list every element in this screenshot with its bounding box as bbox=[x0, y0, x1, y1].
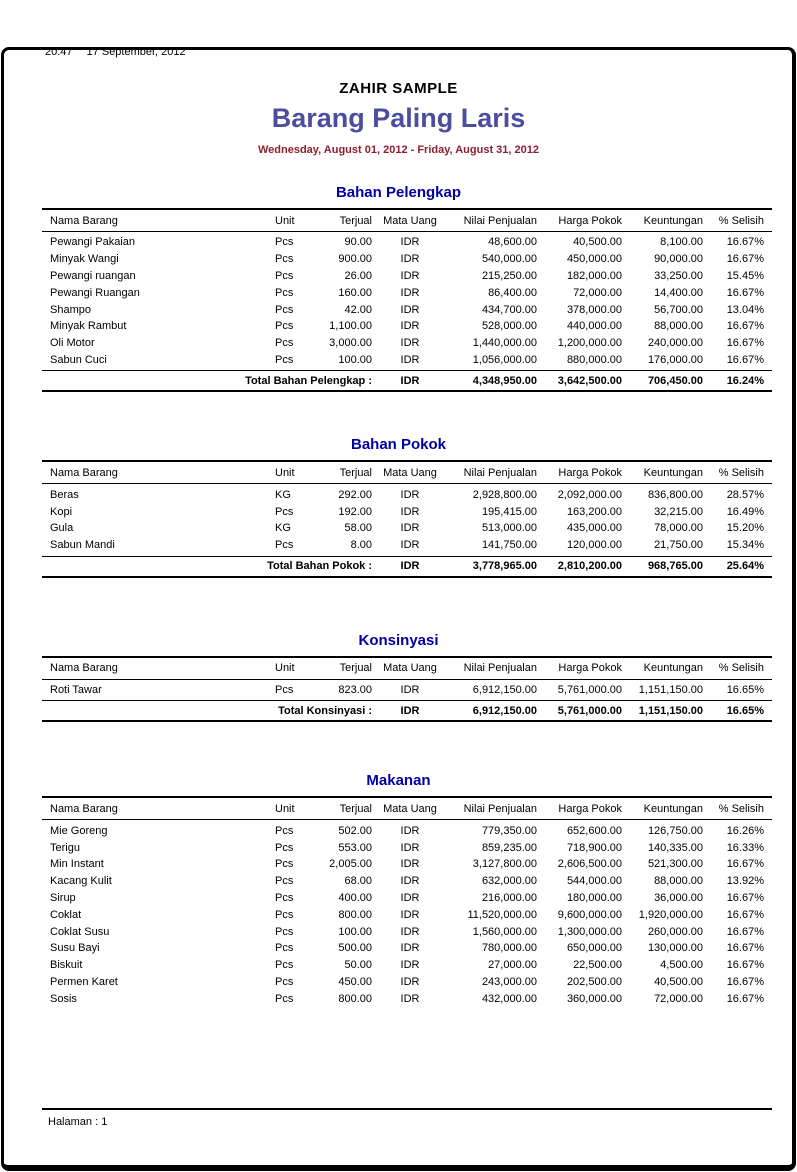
table-cell: Pcs bbox=[275, 253, 294, 266]
table-cell: 900.00 bbox=[338, 253, 372, 266]
table-cell: IDR bbox=[400, 992, 420, 1005]
table-cell: 90,000.00 bbox=[654, 253, 703, 266]
table-row bbox=[42, 251, 772, 268]
table-cell: 13.04% bbox=[726, 303, 764, 316]
table-cell: 859,235.00 bbox=[481, 841, 537, 854]
total-label: Total Konsinyasi : bbox=[278, 704, 372, 717]
table-cell: 880,000.00 bbox=[566, 353, 622, 366]
table-cell: Pcs bbox=[275, 539, 294, 552]
table-cell: IDR bbox=[400, 858, 420, 871]
section-title: Makanan bbox=[366, 772, 431, 790]
table-cell: 27,000.00 bbox=[488, 959, 537, 972]
table-cell: 56,700.00 bbox=[654, 303, 703, 316]
total-harga-pokok: 5,761,000.00 bbox=[557, 704, 622, 717]
header-cell: Harga Pokok bbox=[558, 662, 622, 675]
total-keuntungan: 1,151,150.00 bbox=[638, 704, 703, 717]
table-cell: IDR bbox=[400, 236, 420, 249]
total-nilai-penjualan: 3,778,965.00 bbox=[472, 560, 537, 573]
table-cell: 378,000.00 bbox=[566, 303, 622, 316]
table-cell: 40,500.00 bbox=[573, 236, 622, 249]
table-cell: 500.00 bbox=[338, 942, 372, 955]
section-title: Bahan Pelengkap bbox=[335, 184, 462, 201]
table-cell: 6,912,150.00 bbox=[472, 683, 537, 696]
header-cell: Nilai Penjualan bbox=[463, 802, 537, 815]
header-cell: Mata Uang bbox=[383, 466, 437, 479]
table-cell: 14,400.00 bbox=[654, 286, 703, 299]
table-cell: 435,000.00 bbox=[566, 522, 622, 535]
table-cell: 779,350.00 bbox=[481, 824, 537, 837]
table-cell: 48,600.00 bbox=[488, 236, 537, 249]
print-time: 20:47 bbox=[45, 46, 73, 58]
table-cell: 100.00 bbox=[338, 353, 372, 366]
table-cell: 176,000.00 bbox=[647, 353, 703, 366]
table-cell: Minyak Rambut bbox=[50, 320, 127, 333]
table-cell: 11,520,000.00 bbox=[467, 908, 537, 921]
header-cell: Keuntungan bbox=[643, 466, 703, 479]
table-header-row bbox=[42, 208, 772, 232]
table-cell: 120,000.00 bbox=[566, 539, 622, 552]
table-cell: Shampo bbox=[50, 303, 91, 316]
table-cell: Pcs bbox=[275, 942, 294, 955]
table-cell: Pewangi ruangan bbox=[50, 269, 136, 282]
table-cell: KG bbox=[275, 488, 291, 501]
table-cell: 260,000.00 bbox=[647, 925, 703, 938]
table-cell: 50.00 bbox=[344, 959, 372, 972]
table-cell: IDR bbox=[400, 522, 420, 535]
table-cell: 13.92% bbox=[726, 875, 764, 888]
print-date: 17 September, 2012 bbox=[86, 46, 186, 58]
table-cell: IDR bbox=[400, 269, 420, 282]
table-cell: Pcs bbox=[275, 303, 294, 316]
table-cell: 16.67% bbox=[726, 908, 764, 921]
table-cell: 88,000.00 bbox=[654, 320, 703, 333]
report-date-range: Wednesday, August 01, 2012 - Friday, August 31, 2012 bbox=[257, 144, 539, 156]
table-cell: 182,000.00 bbox=[566, 269, 622, 282]
table-cell: 780,000.00 bbox=[481, 942, 537, 955]
footer-divider bbox=[42, 1108, 772, 1110]
table-cell: 292.00 bbox=[338, 488, 372, 501]
report-title: Barang Paling Laris bbox=[271, 103, 526, 133]
table-cell: 16.33% bbox=[726, 841, 764, 854]
table-cell: IDR bbox=[400, 891, 420, 904]
table-body bbox=[42, 232, 772, 368]
section-bahan-pokok bbox=[0, 436, 797, 577]
table-cell: 528,000.00 bbox=[481, 320, 537, 333]
table-cell: 9,600,000.00 bbox=[557, 908, 622, 921]
table-cell: 360,000.00 bbox=[566, 992, 622, 1005]
table-cell: Pcs bbox=[275, 320, 294, 333]
table-row bbox=[42, 234, 772, 251]
table-total-row bbox=[42, 700, 772, 722]
data-table bbox=[42, 796, 772, 1007]
header-cell: % Selisih bbox=[718, 214, 764, 227]
table-cell: 195,415.00 bbox=[481, 505, 537, 518]
header-cell: Nilai Penjualan bbox=[463, 214, 537, 227]
table-cell: 8.00 bbox=[350, 539, 372, 552]
table-cell: 2,005.00 bbox=[329, 858, 372, 871]
header-cell: Keuntungan bbox=[643, 802, 703, 815]
table-cell: 718,900.00 bbox=[566, 841, 622, 854]
table-row bbox=[42, 335, 772, 352]
table-body bbox=[42, 820, 772, 1007]
table-cell: 243,000.00 bbox=[481, 975, 537, 988]
table-cell: IDR bbox=[400, 320, 420, 333]
table-cell: IDR bbox=[400, 925, 420, 938]
table-cell: IDR bbox=[400, 303, 420, 316]
table-cell: Sirup bbox=[50, 891, 76, 904]
table-cell: 40,500.00 bbox=[654, 975, 703, 988]
table-cell: 5,761,000.00 bbox=[557, 683, 622, 696]
total-selisih: 16.65% bbox=[726, 704, 764, 717]
table-cell: IDR bbox=[400, 959, 420, 972]
header-cell: Mata Uang bbox=[383, 802, 437, 815]
table-cell: 72,000.00 bbox=[573, 286, 622, 299]
table-cell: 215,250.00 bbox=[481, 269, 537, 282]
header-cell: Nama Barang bbox=[50, 214, 118, 227]
header-cell: Nilai Penjualan bbox=[463, 662, 537, 675]
table-body bbox=[42, 680, 772, 699]
header-cell: Nama Barang bbox=[50, 802, 118, 815]
table-cell: Pcs bbox=[275, 824, 294, 837]
table-cell: 88,000.00 bbox=[654, 875, 703, 888]
header-cell: Nama Barang bbox=[50, 662, 118, 675]
table-cell: 22,500.00 bbox=[573, 959, 622, 972]
table-cell: IDR bbox=[400, 683, 420, 696]
table-cell: 100.00 bbox=[338, 925, 372, 938]
table-row bbox=[42, 923, 772, 940]
page-number: Halaman : 1 bbox=[48, 1116, 108, 1128]
table-cell: 16.49% bbox=[726, 505, 764, 518]
table-cell: 800.00 bbox=[338, 908, 372, 921]
table-cell: 3,127,800.00 bbox=[472, 858, 537, 871]
table-cell: Roti Tawar bbox=[50, 683, 102, 696]
table-cell: 16.26% bbox=[726, 824, 764, 837]
header-cell: Harga Pokok bbox=[558, 802, 622, 815]
table-cell: 141,750.00 bbox=[481, 539, 537, 552]
table-row bbox=[42, 957, 772, 974]
table-cell: 163,200.00 bbox=[566, 505, 622, 518]
data-table bbox=[42, 656, 772, 723]
table-cell: IDR bbox=[400, 539, 420, 552]
table-cell: Pcs bbox=[275, 858, 294, 871]
table-cell: 15.45% bbox=[726, 269, 764, 282]
table-cell: Pcs bbox=[275, 925, 294, 938]
table-cell: 16.67% bbox=[726, 337, 764, 350]
table-cell: 450,000.00 bbox=[566, 253, 622, 266]
table-cell: 8,100.00 bbox=[660, 236, 703, 249]
table-header-row bbox=[42, 460, 772, 484]
table-cell: 632,000.00 bbox=[481, 875, 537, 888]
table-cell: Pcs bbox=[275, 683, 294, 696]
table-cell: Pcs bbox=[275, 908, 294, 921]
table-cell: IDR bbox=[400, 908, 420, 921]
company-name: ZAHIR SAMPLE bbox=[339, 80, 458, 97]
header-cell: Harga Pokok bbox=[558, 214, 622, 227]
table-cell: Pewangi Pakaian bbox=[50, 236, 136, 249]
section-makanan bbox=[0, 772, 797, 1007]
table-cell: 26.00 bbox=[344, 269, 372, 282]
table-cell: 16.67% bbox=[726, 236, 764, 249]
table-cell: Pewangi Ruangan bbox=[50, 286, 140, 299]
table-row bbox=[42, 822, 772, 839]
table-cell: IDR bbox=[400, 337, 420, 350]
header-cell: Mata Uang bbox=[383, 662, 437, 675]
table-cell: Pcs bbox=[275, 959, 294, 972]
table-cell: Coklat Susu bbox=[50, 925, 110, 938]
table-cell: IDR bbox=[400, 942, 420, 955]
table-row bbox=[42, 268, 772, 285]
table-cell: IDR bbox=[400, 353, 420, 366]
table-cell: 400.00 bbox=[338, 891, 372, 904]
header-cell: Terjual bbox=[339, 662, 372, 675]
table-cell: Pcs bbox=[275, 353, 294, 366]
table-row bbox=[42, 906, 772, 923]
total-currency: IDR bbox=[400, 374, 420, 387]
table-cell: IDR bbox=[400, 824, 420, 837]
table-cell: Pcs bbox=[275, 975, 294, 988]
table-cell: 450.00 bbox=[338, 975, 372, 988]
table-total-row bbox=[42, 556, 772, 578]
table-row bbox=[42, 352, 772, 369]
table-cell: 432,000.00 bbox=[481, 992, 537, 1005]
table-row bbox=[42, 839, 772, 856]
table-row bbox=[42, 537, 772, 554]
table-total-row bbox=[42, 370, 772, 392]
table-cell: 33,250.00 bbox=[654, 269, 703, 282]
table-row bbox=[42, 520, 772, 537]
table-cell: 15.34% bbox=[726, 539, 764, 552]
table-row bbox=[42, 940, 772, 957]
total-nilai-penjualan: 6,912,150.00 bbox=[472, 704, 537, 717]
table-cell: 16.67% bbox=[726, 353, 764, 366]
table-cell: 540,000.00 bbox=[481, 253, 537, 266]
table-cell: Oli Motor bbox=[50, 337, 95, 350]
table-cell: 823.00 bbox=[338, 683, 372, 696]
table-cell: 652,600.00 bbox=[566, 824, 622, 837]
table-cell: 2,606,500.00 bbox=[557, 858, 622, 871]
table-row bbox=[42, 873, 772, 890]
table-cell: Sabun Mandi bbox=[50, 539, 115, 552]
table-cell: 16.67% bbox=[726, 891, 764, 904]
table-row bbox=[42, 974, 772, 991]
section-title: Bahan Pokok bbox=[350, 436, 447, 454]
table-cell: 1,056,000.00 bbox=[472, 353, 537, 366]
table-cell: 1,560,000.00 bbox=[472, 925, 537, 938]
total-harga-pokok: 3,642,500.00 bbox=[557, 374, 622, 387]
table-cell: 16.67% bbox=[726, 975, 764, 988]
table-cell: Biskuit bbox=[50, 959, 83, 972]
table-cell: 180,000.00 bbox=[566, 891, 622, 904]
table-cell: 513,000.00 bbox=[481, 522, 537, 535]
table-cell: 836,800.00 bbox=[647, 488, 703, 501]
table-row bbox=[42, 990, 772, 1007]
table-cell: 544,000.00 bbox=[566, 875, 622, 888]
total-currency: IDR bbox=[400, 560, 420, 573]
table-cell: Minyak Wangi bbox=[50, 253, 119, 266]
table-cell: 1,151,150.00 bbox=[638, 683, 703, 696]
table-cell: 32,215.00 bbox=[654, 505, 703, 518]
header-cell: Keuntungan bbox=[643, 662, 703, 675]
table-cell: Pcs bbox=[275, 841, 294, 854]
header-cell: Mata Uang bbox=[383, 214, 437, 227]
table-cell: 202,500.00 bbox=[566, 975, 622, 988]
table-row bbox=[42, 486, 772, 503]
table-cell: IDR bbox=[400, 286, 420, 299]
table-cell: Kopi bbox=[50, 505, 73, 518]
table-cell: Min Instant bbox=[50, 858, 104, 871]
header-cell: Unit bbox=[275, 662, 295, 675]
header-cell: Unit bbox=[275, 802, 295, 815]
table-cell: 521,300.00 bbox=[647, 858, 703, 871]
table-cell: Beras bbox=[50, 488, 79, 501]
table-row bbox=[42, 318, 772, 335]
table-cell: 553.00 bbox=[338, 841, 372, 854]
table-row bbox=[42, 890, 772, 907]
header-cell: Terjual bbox=[339, 466, 372, 479]
header-cell: % Selisih bbox=[718, 802, 764, 815]
table-cell: Susu Bayi bbox=[50, 942, 100, 955]
table-cell: IDR bbox=[400, 975, 420, 988]
table-cell: 1,300,000.00 bbox=[557, 925, 622, 938]
table-cell: 86,400.00 bbox=[488, 286, 537, 299]
table-cell: Pcs bbox=[275, 505, 294, 518]
header-cell: % Selisih bbox=[718, 466, 764, 479]
table-cell: 15.20% bbox=[726, 522, 764, 535]
table-cell: 16.67% bbox=[726, 925, 764, 938]
table-cell: 650,000.00 bbox=[566, 942, 622, 955]
table-cell: Pcs bbox=[275, 337, 294, 350]
table-cell: Mie Goreng bbox=[50, 824, 108, 837]
table-cell: Terigu bbox=[50, 841, 80, 854]
table-cell: 16.67% bbox=[726, 858, 764, 871]
header-cell: Nama Barang bbox=[50, 466, 118, 479]
header-cell: % Selisih bbox=[718, 662, 764, 675]
table-cell: 2,928,800.00 bbox=[472, 488, 537, 501]
table-row bbox=[42, 856, 772, 873]
table-row bbox=[42, 503, 772, 520]
table-cell: IDR bbox=[400, 841, 420, 854]
table-cell: 140,335.00 bbox=[647, 841, 703, 854]
data-table bbox=[42, 208, 772, 392]
header-cell: Unit bbox=[275, 466, 295, 479]
table-cell: 440,000.00 bbox=[566, 320, 622, 333]
total-selisih: 16.24% bbox=[726, 374, 764, 387]
table-cell: Pcs bbox=[275, 891, 294, 904]
table-cell: 16.67% bbox=[726, 320, 764, 333]
table-cell: 58.00 bbox=[344, 522, 372, 535]
data-table bbox=[42, 460, 772, 577]
table-cell: 16.67% bbox=[726, 992, 764, 1005]
table-cell: Pcs bbox=[275, 236, 294, 249]
table-cell: 434,700.00 bbox=[481, 303, 537, 316]
table-header-row bbox=[42, 796, 772, 820]
table-cell: 78,000.00 bbox=[654, 522, 703, 535]
table-cell: 72,000.00 bbox=[654, 992, 703, 1005]
table-cell: 1,100.00 bbox=[329, 320, 372, 333]
total-keuntungan: 968,765.00 bbox=[647, 560, 703, 573]
table-cell: Pcs bbox=[275, 875, 294, 888]
table-cell: Pcs bbox=[275, 269, 294, 282]
total-currency: IDR bbox=[400, 704, 420, 717]
table-cell: 126,750.00 bbox=[647, 824, 703, 837]
header-cell: Unit bbox=[275, 214, 295, 227]
table-cell: Gula bbox=[50, 522, 74, 535]
table-cell: 192.00 bbox=[338, 505, 372, 518]
table-row bbox=[42, 284, 772, 301]
table-cell: Pcs bbox=[275, 286, 294, 299]
table-cell: 160.00 bbox=[338, 286, 372, 299]
total-keuntungan: 706,450.00 bbox=[647, 374, 703, 387]
table-cell: 2,092,000.00 bbox=[557, 488, 622, 501]
header-cell: Terjual bbox=[339, 214, 372, 227]
section-konsinyasi bbox=[0, 632, 797, 723]
table-cell: 16.67% bbox=[726, 942, 764, 955]
header-cell: Nilai Penjualan bbox=[463, 466, 537, 479]
table-cell: 90.00 bbox=[344, 236, 372, 249]
total-selisih: 25.64% bbox=[726, 560, 764, 573]
header-cell: Terjual bbox=[339, 802, 372, 815]
table-cell: IDR bbox=[400, 505, 420, 518]
table-cell: 502.00 bbox=[338, 824, 372, 837]
table-cell: 68.00 bbox=[344, 875, 372, 888]
table-cell: 130,000.00 bbox=[647, 942, 703, 955]
table-cell: 16.65% bbox=[726, 683, 764, 696]
total-label: Total Bahan Pokok : bbox=[267, 560, 372, 573]
header-cell: Harga Pokok bbox=[558, 466, 622, 479]
table-cell: IDR bbox=[400, 488, 420, 501]
table-cell: 1,920,000.00 bbox=[638, 908, 703, 921]
table-cell: Coklat bbox=[50, 908, 82, 921]
table-cell: 36,000.00 bbox=[654, 891, 703, 904]
section-title: Konsinyasi bbox=[358, 631, 439, 649]
page-footer bbox=[42, 1108, 772, 1128]
total-nilai-penjualan: 4,348,950.00 bbox=[472, 374, 537, 387]
table-cell: IDR bbox=[400, 875, 420, 888]
table-header-row bbox=[42, 656, 772, 680]
table-cell: 1,200,000.00 bbox=[557, 337, 622, 350]
print-timestamp bbox=[45, 46, 797, 58]
table-body bbox=[42, 484, 772, 553]
total-label: Total Bahan Pelengkap : bbox=[245, 374, 372, 387]
table-cell: IDR bbox=[400, 253, 420, 266]
section-bahan-pelengkap bbox=[0, 184, 797, 392]
table-cell: 1,440,000.00 bbox=[472, 337, 537, 350]
table-cell: 16.67% bbox=[726, 253, 764, 266]
table-cell: 16.67% bbox=[726, 286, 764, 299]
table-row bbox=[42, 682, 772, 699]
header-cell: Keuntungan bbox=[643, 214, 703, 227]
table-cell: 216,000.00 bbox=[481, 891, 537, 904]
table-cell: Kacang Kulit bbox=[50, 875, 112, 888]
table-cell: 240,000.00 bbox=[647, 337, 703, 350]
table-row bbox=[42, 301, 772, 318]
table-cell: KG bbox=[275, 522, 291, 535]
table-cell: 28.57% bbox=[726, 488, 764, 501]
table-cell: 800.00 bbox=[338, 992, 372, 1005]
table-cell: 42.00 bbox=[344, 303, 372, 316]
table-cell: 16.67% bbox=[726, 959, 764, 972]
total-harga-pokok: 2,810,200.00 bbox=[557, 560, 622, 573]
table-cell: Pcs bbox=[275, 992, 294, 1005]
table-cell: Permen Karet bbox=[50, 975, 118, 988]
table-cell: 21,750.00 bbox=[654, 539, 703, 552]
table-cell: Sosis bbox=[50, 992, 77, 1005]
table-cell: 4,500.00 bbox=[660, 959, 703, 972]
table-cell: Sabun Cuci bbox=[50, 353, 107, 366]
table-cell: 3,000.00 bbox=[329, 337, 372, 350]
